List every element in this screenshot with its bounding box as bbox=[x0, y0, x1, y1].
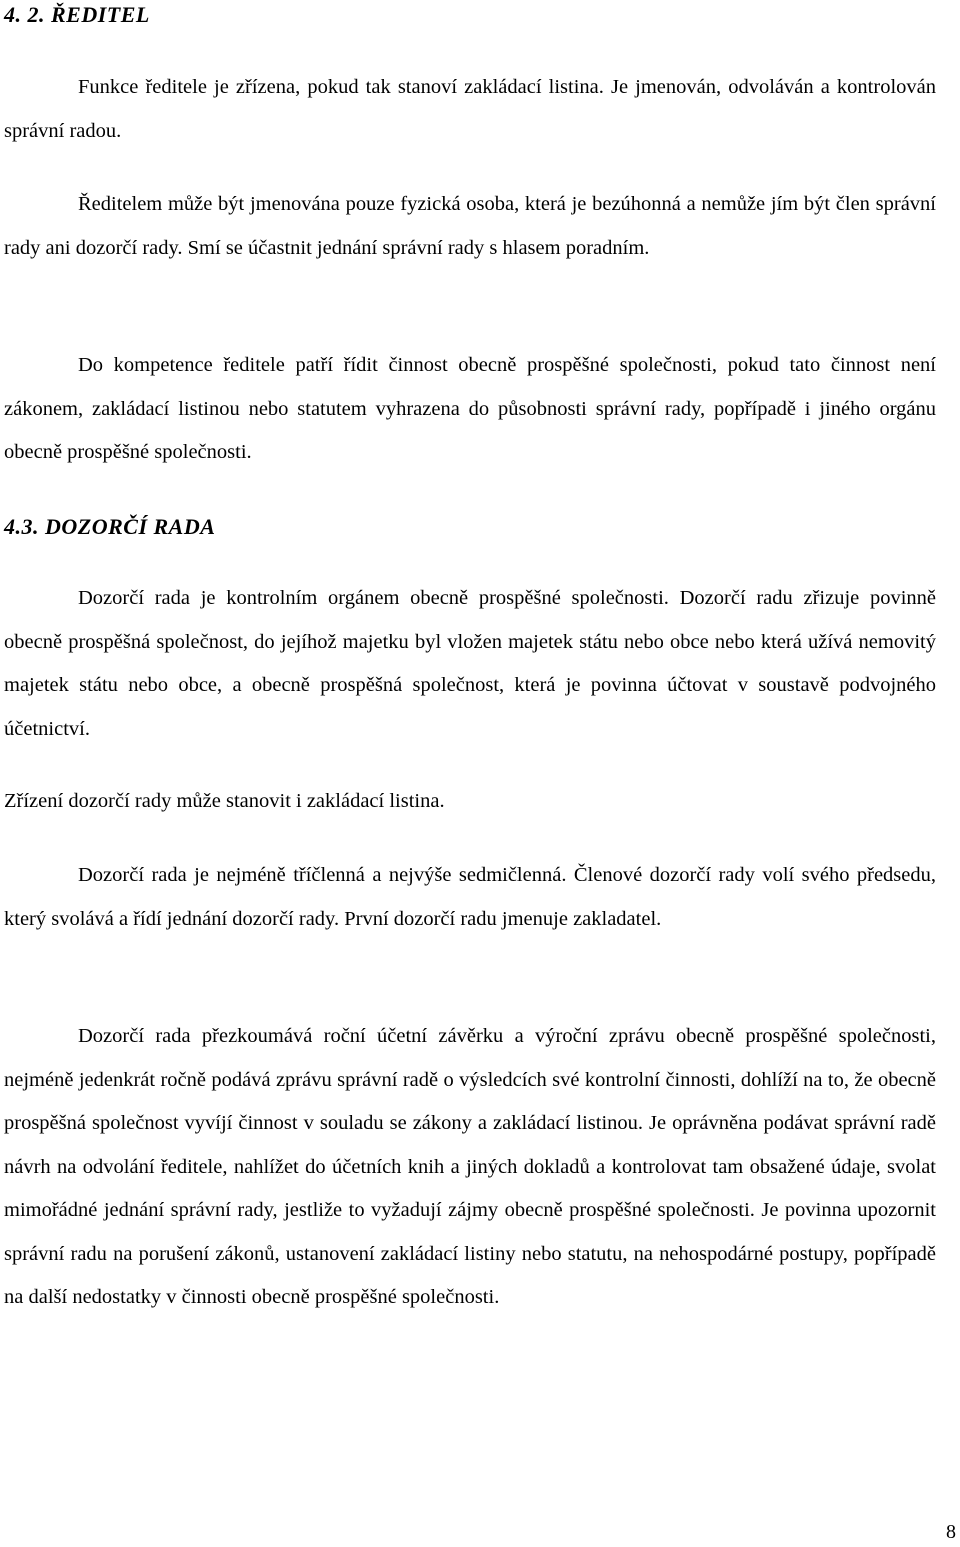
paragraph-dozorci-rada-pusobnost: Dozorčí rada přezkoumává roční účetní závěrku a výroční zprávu obecně prospěšné společnosti, nejméně jedenkrát ročně podává zprávu správní radě o výsledcích své kontrolní činnosti, dohlíží na to, že obecně prospěšná společnost vyvíjí činnost v souladu se zákony a zakládací listinou. Je oprávněna podávat správní radě návrh na odvolání ředitele, nahlížet do účetních knih a jiných dokladů a kontrolovat tam obsažené údaje, svolat mimořádné jednání správní rady, jestliže to vyžadují zájmy obecně prospěšné společnosti. Je povinna upozornit správní radu na porušení zákonů, ustanovení zakládací listiny nebo statutu, na nehospodárné postupy, popřípadě na další nedostatky v činnosti obecně prospěšné společnosti. bbox=[4, 1025, 936, 1308]
paragraph-reditel-jmenovani: Ředitelem může být jmenována pouze fyzická osoba, která je bezúhonná a nemůže jím být člen správní rady ani dozorčí rady. Smí se účastnit jednání správní rady s hlasem poradním. bbox=[4, 193, 936, 259]
paragraph-reditel-kompetence: Do kompetence ředitele patří řídit činnost obecně prospěšné společnosti, pokud tato činnost není zákonem, zakládací listinou nebo statutem vyhrazena do působnosti správní rady, popřípadě i jiného orgánu obecně prospěšné společnosti. bbox=[4, 354, 936, 463]
page-number: 8 bbox=[946, 1521, 956, 1543]
section-heading-dozorci-rada: 4.3. DOZORČÍ RADA bbox=[4, 514, 216, 539]
paragraph-dozorci-rada-zrizeni: Dozorčí rada je kontrolním orgánem obecně prospěšné společnosti. Dozorčí radu zřizuje povinně obecně prospěšná společnost, do jejíhož majetku byl vložen majetek státu nebo obce nebo která užívá nemovitý majetek státu nebo obce, a obecně prospěšná společnost, která je povinna účtovat v soustavě podvojného účetnictví. bbox=[4, 587, 936, 740]
paragraph-dozorci-rada-clenove: Dozorčí rada je nejméně tříčlenná a nejvýše sedmičlenná. Členové dozorčí rady volí svého předsedu, který svolává a řídí jednání dozorčí rady. První dozorčí radu jmenuje zakladatel. bbox=[4, 864, 936, 930]
section-heading-reditel: 4. 2. ŘEDITEL bbox=[4, 2, 150, 27]
paragraph-reditel-zrizeni: Funkce ředitele je zřízena, pokud tak stanoví zakládací listina. Je jmenován, odvoláván a kontrolován správní radou. bbox=[4, 76, 936, 142]
paragraph-dozorci-rada-listina: Zřízení dozorčí rady může stanovit i zakládací listina. bbox=[4, 790, 445, 812]
